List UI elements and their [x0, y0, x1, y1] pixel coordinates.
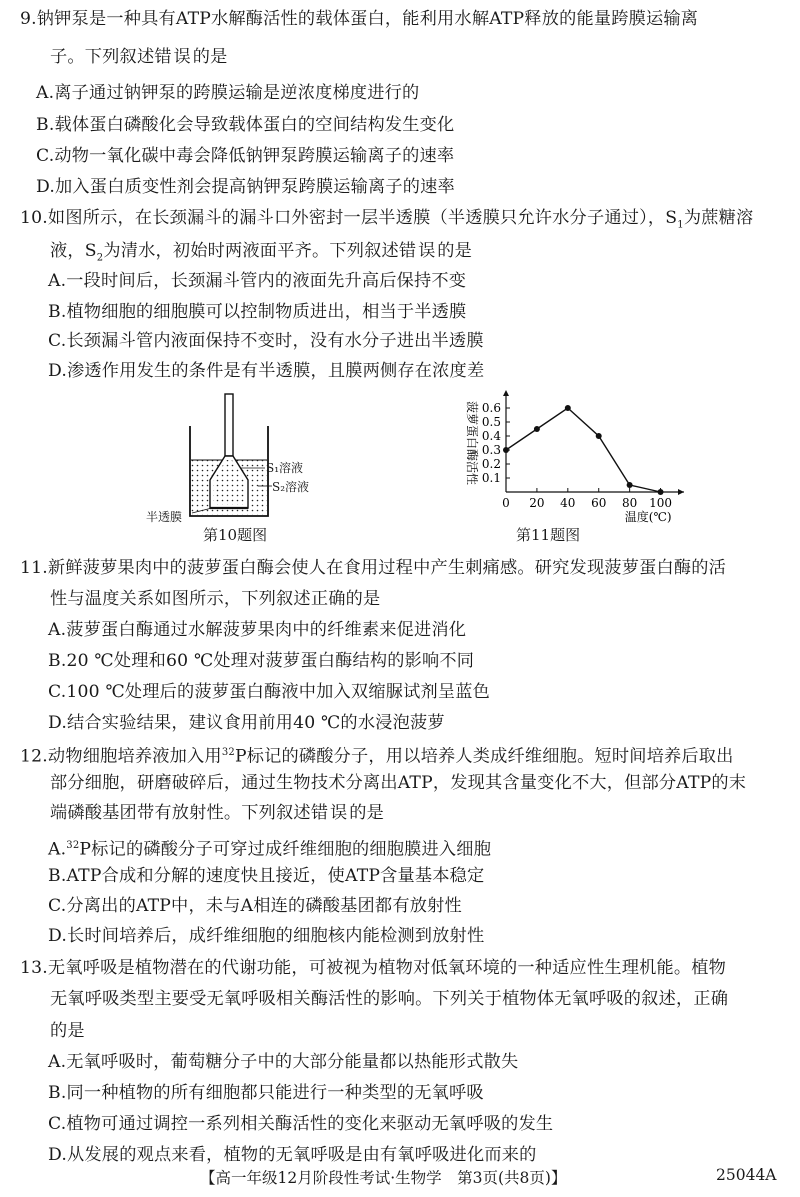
q9-stem-line-1: 9.钠钾泵是一种具有ATP水解酶活性的载体蛋白，能利用水解ATP释放的能量跨膜运输离: [20, 9, 699, 29]
x-tick-label: 80: [621, 496, 638, 510]
activity-line: [506, 408, 661, 492]
x-tick-label: 100: [649, 496, 672, 510]
fig10-label-s1: S₁溶液: [266, 461, 304, 475]
data-point: [658, 489, 664, 495]
x-tick-label: 0: [502, 496, 510, 510]
q12-option-c: C.分离出的ATP中，未与A相连的磷酸基团都有放射性: [48, 896, 462, 916]
q11-option-c: C.100 ℃处理后的菠萝蛋白酶液中加入双缩脲试剂呈蓝色: [48, 682, 491, 702]
fig11-chart: [456, 384, 696, 526]
q10-stem-line-2: 液，$S_2$为清水，初始时两液面平齐。下列叙述错误的是: [50, 241, 473, 264]
q11-option-d: D.结合实验结果，建议食用前用40 ℃的水浸泡菠萝: [48, 713, 445, 733]
q10-stem-line-1: 10.如图所示，在长颈漏斗的漏斗口外密封一层半透膜（半透膜只允许水分子通过），$S_1$为蔗糖溶: [20, 208, 754, 231]
y-axis-label: 菠萝蛋白酶活性: [465, 400, 479, 486]
q9-option-c: C.动物一氧化碳中毒会降低钠钾泵跨膜运输离子的速率: [36, 146, 455, 166]
emphasis-wrong: 错误: [154, 47, 193, 67]
q13-stem-line-3: 的是: [50, 1021, 85, 1041]
q11-option-b: B.20 ℃处理和60 ℃处理对菠萝蛋白酶结构的影响不同: [48, 651, 475, 671]
q13-option-c: C.植物可通过调控一系列相关酶活性的变化来驱动无氧呼吸的发生: [48, 1114, 554, 1134]
q12-stem-line-1: 12.动物细胞培养液加入用$^{32}$P标记的磷酸分子，用以培养人类成纤维细胞。短时间培养后取出: [20, 746, 734, 767]
q10-option-a: A.一段时间后，长颈漏斗管内的液面先升高后保持不变: [48, 271, 467, 291]
q11-stem-line-1: 11.新鲜菠萝果肉中的菠萝蛋白酶会使人在食用过程中产生刺痛感。研究发现菠萝蛋白酶的活: [20, 558, 727, 578]
x-axis-label: 温度(℃): [624, 510, 672, 524]
x-tick-label: 60: [591, 496, 607, 510]
q13-stem-line-2: 无氧呼吸类型主要受无氧呼吸相关酶活性的影响。下列关于植物体无氧呼吸的叙述，正确: [50, 989, 729, 1009]
q13-option-b: B.同一种植物的所有细胞都只能进行一种类型的无氧呼吸: [48, 1083, 484, 1103]
q9-option-b: B.载体蛋白磷酸化会导致载体蛋白的空间结构发生变化: [36, 115, 455, 135]
funnel-tube: [225, 394, 233, 456]
y-tick-label: 0.1: [481, 471, 501, 485]
q10-option-c: C.长颈漏斗管内液面保持不变时，没有水分子进出半透膜: [48, 331, 484, 351]
data-point: [503, 447, 509, 453]
y-tick-label: 0.6: [481, 401, 501, 415]
q12-stem-line-3: 端磷酸基团带有放射性。下列叙述错误的是: [50, 803, 384, 823]
q12-option-b: B.ATP合成和分解的速度快且接近，使ATP含量基本稳定: [48, 866, 485, 886]
fig11-caption: 第11题图: [516, 526, 581, 544]
fig10-label-membrane: 半透膜: [146, 510, 183, 524]
q9-option-d: D.加入蛋白质变性剂会提高钠钾泵跨膜运输离子的速率: [36, 177, 455, 197]
q9-option-a: A.离子通过钠钾泵的跨膜运输是逆浓度梯度进行的: [36, 83, 420, 103]
data-point: [596, 433, 602, 439]
q13-stem-line-1: 13.无氧呼吸是植物潜在的代谢功能，可被视为植物对低氧环境的一种适应性生理机能。植物: [20, 958, 727, 978]
fig10-caption: 第10题图: [203, 526, 268, 544]
q12-option-a: A.$^{32}$P标记的磷酸分子可穿过成纤维细胞的细胞膜进入细胞: [48, 839, 492, 860]
q9-stem-line-2: 子。下列叙述错误的是: [50, 47, 228, 67]
y-tick-label: 0.4: [481, 429, 501, 443]
y-tick-label: 0.3: [481, 443, 501, 457]
data-point: [565, 405, 571, 411]
q13-option-d: D.从发展的观点来看，植物的无氧呼吸是由有氧呼吸进化而来的: [48, 1145, 537, 1165]
q13-option-a: A.无氧呼吸时，葡萄糖分子中的大部分能量都以热能形式散失: [48, 1052, 519, 1072]
page-footer-code: 25044A: [716, 1166, 777, 1184]
x-tick-label: 20: [529, 496, 545, 510]
q10-option-d: D.渗透作用发生的条件是有半透膜，且膜两侧存在浓度差: [48, 361, 485, 381]
y-tick-label: 0.5: [481, 415, 501, 429]
data-point: [534, 426, 540, 432]
fig10-diagram: [140, 388, 320, 523]
x-tick-label: 40: [560, 496, 576, 510]
q10-option-b: B.植物细胞的细胞膜可以控制物质进出，相当于半透膜: [48, 302, 467, 322]
q12-option-d: D.长时间培养后，成纤维细胞的细胞核内能检测到放射性: [48, 926, 485, 946]
q12-stem-line-2: 部分细胞，研磨破碎后，通过生物技术分离出ATP，发现其含量变化不大，但部分ATP的末: [50, 773, 747, 793]
fig10-label-s2: S₂溶液: [272, 480, 310, 494]
q11-option-a: A.菠萝蛋白酶通过水解菠萝果肉中的纤维素来促进消化: [48, 620, 467, 640]
page-footer-exam-info: 【高一年级12月阶段性考试·生物学 第3页(共8页)】: [200, 1169, 567, 1187]
y-axis-arrow: [503, 390, 509, 396]
x-axis-arrow: [678, 489, 684, 495]
y-tick-label: 0.2: [481, 457, 501, 471]
data-point: [627, 482, 633, 488]
q11-stem-line-2: 性与温度关系如图所示，下列叙述正确的是: [50, 589, 381, 609]
